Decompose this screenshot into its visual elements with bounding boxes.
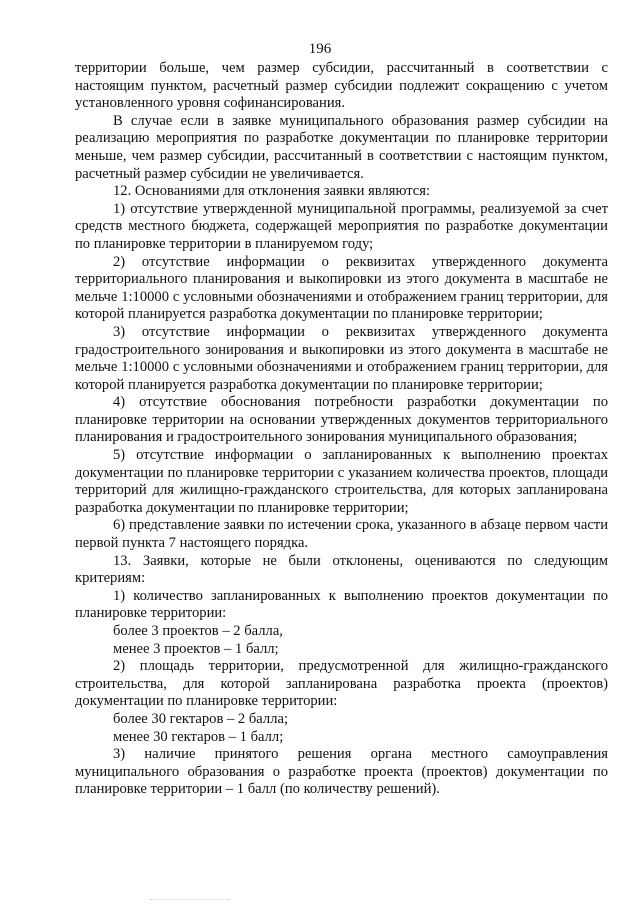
paragraph: территории больше, чем размер субсидии, рассчитанный в соответствии с настоящим пунктом, расчетный размер субсидии подлежит сокращению с учетом установленного уровня софинансирования. [75,60,608,112]
list-item: 3) отсутствие информации о реквизитах утвержденного документа градостроительного зонирования и выкопировки из этого документа в масштабе не мельче 1:10000 с условными обозначениями и отображением границ территории, для которой планируется разработка документации по планировке территории; [75,323,608,393]
list-item: 6) представление заявки по истечении срока, указанного в абзаце первом части первой пункта 7 настоящего порядка. [75,517,608,552]
footer-divider [150,899,230,901]
criterion-item: 1) количество запланированных к выполнению проектов документации по планировке территории: [75,587,608,622]
section-heading: 12. Основаниями для отклонения заявки являются: [113,183,431,200]
list-item: 1) отсутствие утвержденной муниципальной программы, реализуемой за счет средств местного бюджета, содержащей мероприятия по разработке документации по планировке территории в планируемом году; [75,200,608,252]
score-line: более 3 проектов – 2 балла, [113,623,283,639]
section-heading: 13. Заявки, которые не были отклонены, оцениваются по следующим критериям: [75,552,608,587]
criterion-item: 3) наличие принятого решения органа местного самоуправления муниципального образования о разработке проекта (проектов) документации по планировке территории – 1 балл (по количеству решений). [75,746,608,798]
criterion-item: 2) площадь территории, предусмотренной для жилищно-гражданского строительства, для которой запланирована разработка проекта (проектов) документации по планировке территории: [75,658,608,710]
paragraph: В случае если в заявке муниципального образования размер субсидии на реализацию мероприятия по разработке документации по планировке территории меньше, чем размер субсидии, рассчитанный в соответствии с настоящим пунктом, расчетный размер субсидии не увеличивается. [75,112,608,182]
score-line: более 30 гектаров – 2 балла; [113,710,289,727]
page-number: 196 [308,41,332,57]
list-item: 4) отсутствие обоснования потребности разработки документации по планировке территории на основании утвержденных документов территориального планирования и градостроительного зонирования муниципального образования; [75,394,608,446]
score-line: менее 3 проектов – 1 балл; [113,640,279,657]
score-line: менее 30 гектаров – 1 балл; [113,728,284,745]
list-item: 2) отсутствие информации о реквизитах утвержденного документа территориального планирования и выкопировки из этого документа в масштабе не мельче 1:10000 с условными обозначениями и отображением границ территории, для которой планируется разработка документации по планировке территории; [75,253,608,323]
document-body [75,60,608,799]
list-item: 5) отсутствие информации о запланированных к выполнению проектах документации по планировке территории с указанием количества проектов, площади территорий для жилищно-гражданского строительства, для которых запланирована разработка документации по планировке территории; [75,447,608,516]
